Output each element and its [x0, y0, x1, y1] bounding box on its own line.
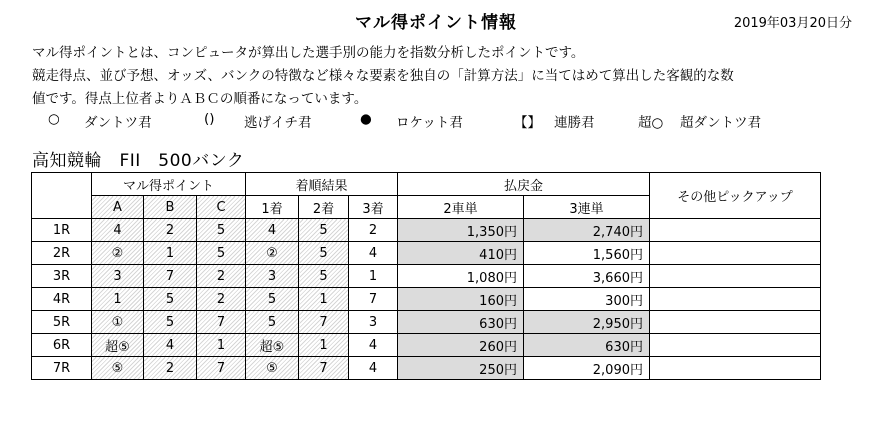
exacta-payout-cell: 410円 [398, 242, 524, 265]
race-cell: 4R [32, 288, 92, 311]
other-pickup-cell [650, 242, 821, 265]
third-place-cell: 2 [349, 219, 398, 242]
point-c-cell: 2 [197, 288, 246, 311]
venue-title: 高知競輪 FII 500バンク [32, 151, 245, 171]
exacta-payout-cell: 260円 [398, 334, 524, 357]
other-pickup-cell [650, 288, 821, 311]
race-header [32, 173, 92, 219]
table-row [32, 219, 821, 242]
race-cell: 7R [32, 357, 92, 380]
third-place-cell: 4 [349, 242, 398, 265]
exacta-payout-cell: 1,350円 [398, 219, 524, 242]
point-a-cell: ① [92, 311, 144, 334]
point-a-cell: 超⑤ [92, 334, 144, 357]
second-place-cell: 1 [299, 288, 349, 311]
first-place-cell: 5 [246, 288, 299, 311]
results-header: 着順結果 [246, 173, 398, 196]
first-place-cell: 3 [246, 265, 299, 288]
page-title: マル得ポイント情報 [355, 13, 517, 33]
second-place-cell: 5 [299, 265, 349, 288]
point-b-cell: 2 [144, 219, 197, 242]
second-place-cell: 5 [299, 242, 349, 265]
first-place-cell: ② [246, 242, 299, 265]
table-row [32, 288, 821, 311]
point-c-cell: 1 [197, 334, 246, 357]
legend-symbol: 【】 [514, 115, 541, 131]
second-place-cell: 1 [299, 334, 349, 357]
table-row [32, 357, 821, 380]
other-pickup-cell [650, 265, 821, 288]
point-b-cell: 1 [144, 242, 197, 265]
second-place-cell: 5 [299, 219, 349, 242]
third-place-cell: 7 [349, 288, 398, 311]
exacta-payout-cell: 1,080円 [398, 265, 524, 288]
legend-label: 連勝君 [554, 115, 595, 131]
race-cell: 3R [32, 265, 92, 288]
legend-label: ダントツ君 [84, 115, 152, 131]
race-cell: 2R [32, 242, 92, 265]
third-place-cell: 3 [349, 311, 398, 334]
exacta-payout-cell: 630円 [398, 311, 524, 334]
point-a-cell: 1 [92, 288, 144, 311]
trifecta-payout-cell: 2,740円 [524, 219, 650, 242]
second-place-cell: 7 [299, 311, 349, 334]
trifecta-payout-cell: 1,560円 [524, 242, 650, 265]
legend-label: 逃げイチ君 [244, 115, 312, 131]
trifecta-payout-cell: 3,660円 [524, 265, 650, 288]
point-a-cell: 3 [92, 265, 144, 288]
point-b-cell: 7 [144, 265, 197, 288]
point-c-cell: 2 [197, 265, 246, 288]
table-row [32, 242, 821, 265]
description-line: 値です。得点上位者よりＡＢＣの順番になっています。 [32, 91, 368, 107]
trifecta-payout-cell: 300円 [524, 288, 650, 311]
description-line: マル得ポイントとは、コンピュータが算出した選手別の能力を指数分析したポイントです。 [32, 45, 585, 61]
exacta-payout-cell: 160円 [398, 288, 524, 311]
legend-label: 超ダントツ君 [680, 115, 762, 131]
results-table [31, 172, 821, 380]
exacta-payout-cell: 250円 [398, 357, 524, 380]
report-date: 2019年03月20日分 [733, 16, 852, 31]
first-place-cell: ⑤ [246, 357, 299, 380]
race-cell: 1R [32, 219, 92, 242]
other-pickup-header: その他ピックアップ [650, 173, 821, 219]
first-place-cell: 超⑤ [246, 334, 299, 357]
col-third-header: 3着 [349, 196, 398, 219]
col-trifecta-header: 3連単 [524, 196, 650, 219]
legend-label: ロケット君 [396, 115, 463, 131]
first-place-cell: 5 [246, 311, 299, 334]
point-a-cell: 4 [92, 219, 144, 242]
table-row [32, 334, 821, 357]
third-place-cell: 1 [349, 265, 398, 288]
legend-symbol: () [204, 111, 215, 127]
col-second-header: 2着 [299, 196, 349, 219]
point-c-cell: 7 [197, 311, 246, 334]
other-pickup-cell [650, 357, 821, 380]
other-pickup-cell [650, 219, 821, 242]
point-b-cell: 2 [144, 357, 197, 380]
legend-symbol: ● [360, 111, 372, 127]
third-place-cell: 4 [349, 334, 398, 357]
table-row [32, 311, 821, 334]
col-a-header: A [92, 196, 144, 219]
points-header: マル得ポイント [92, 173, 246, 196]
trifecta-payout-cell: 2,950円 [524, 311, 650, 334]
trifecta-payout-cell: 2,090円 [524, 357, 650, 380]
payout-header: 払戻金 [398, 173, 650, 196]
legend-symbol: 超○ [638, 115, 664, 131]
point-a-cell: ⑤ [92, 357, 144, 380]
legend-symbol: ○ [48, 111, 60, 127]
point-b-cell: 5 [144, 288, 197, 311]
point-c-cell: 7 [197, 357, 246, 380]
point-c-cell: 5 [197, 219, 246, 242]
second-place-cell: 7 [299, 357, 349, 380]
third-place-cell: 4 [349, 357, 398, 380]
other-pickup-cell [650, 311, 821, 334]
trifecta-payout-cell: 630円 [524, 334, 650, 357]
point-b-cell: 4 [144, 334, 197, 357]
legend [48, 111, 761, 131]
first-place-cell: 4 [246, 219, 299, 242]
point-c-cell: 5 [197, 242, 246, 265]
race-cell: 6R [32, 334, 92, 357]
description-line: 競走得点、並び予想、オッズ、バンクの特徴など様々な要素を独自の「計算方法」に当てはめて算出した客観的な数 [32, 68, 734, 84]
col-b-header: B [144, 196, 197, 219]
description [32, 42, 832, 111]
col-c-header: C [197, 196, 246, 219]
race-cell: 5R [32, 311, 92, 334]
col-first-header: 1着 [246, 196, 299, 219]
point-a-cell: ② [92, 242, 144, 265]
col-exacta-header: 2車単 [398, 196, 524, 219]
other-pickup-cell [650, 334, 821, 357]
table-row [32, 265, 821, 288]
point-b-cell: 5 [144, 311, 197, 334]
